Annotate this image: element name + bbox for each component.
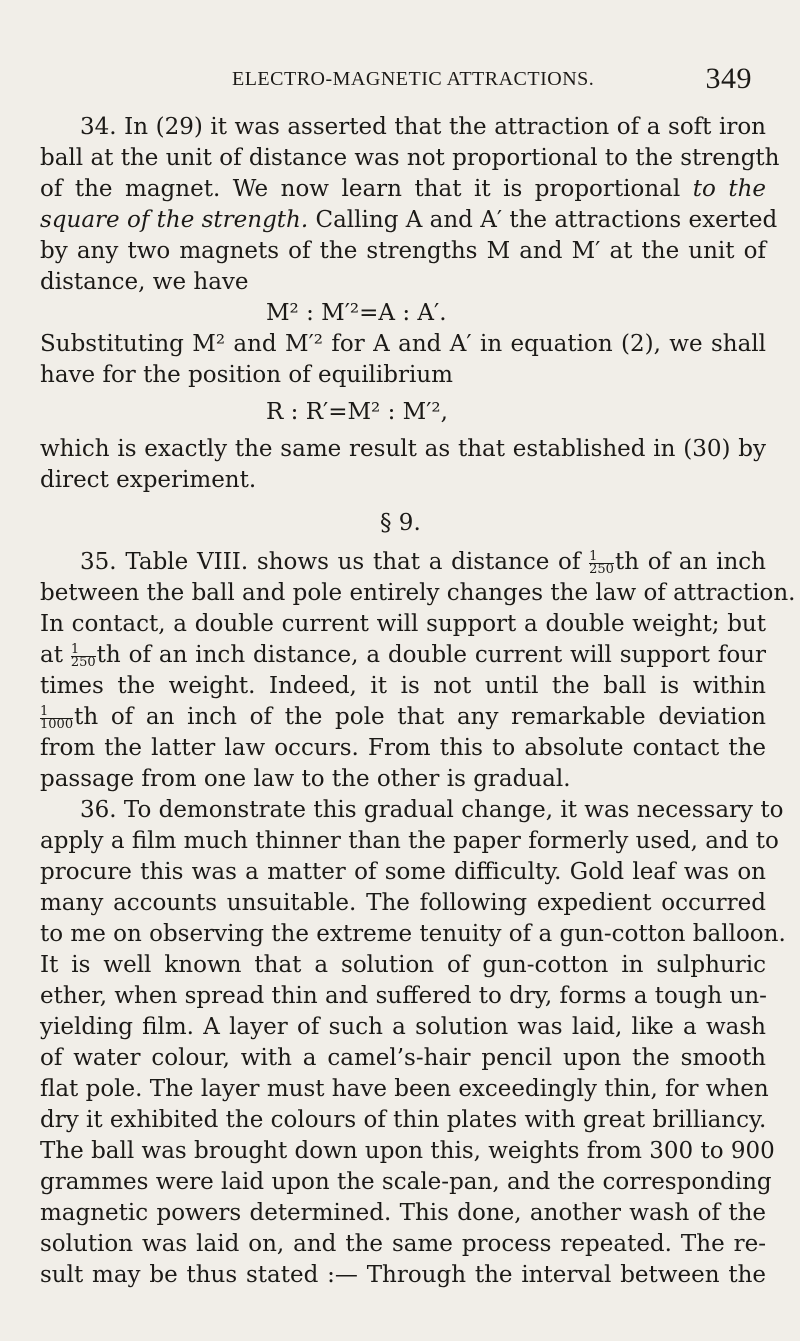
text-run: of the magnet. We now learn that it is proportional xyxy=(40,176,693,202)
fraction-numerator: 1 xyxy=(589,549,598,564)
text-line xyxy=(40,547,766,578)
text-line xyxy=(40,205,778,236)
text-run: th of an inch distance, a double current will support four xyxy=(96,642,766,668)
text-line: ball at the unit of distance was not proportional to the strength xyxy=(40,145,780,171)
text-line: grammes were laid upon the scale-pan, and the corresponding xyxy=(40,1169,772,1195)
text-line: dry it exhibited the colours of thin plates with great brilliancy. xyxy=(40,1107,767,1133)
paragraph-35 xyxy=(40,547,796,795)
text-line: passage from one law to the other is gradual. xyxy=(40,766,571,792)
text-line: distance, we have xyxy=(40,269,249,295)
running-title: ELECTRO-MAGNETIC ATTRACTIONS. xyxy=(232,68,595,90)
text-line xyxy=(40,702,766,733)
text-line: between the ball and pole entirely changes the law of attraction. xyxy=(40,580,796,606)
text-line: direct experiment. xyxy=(40,467,257,493)
text-line: yielding film. A layer of such a solution was laid, like a wash xyxy=(40,1014,766,1040)
text-line xyxy=(40,640,766,671)
italic-run: square of the strength. xyxy=(40,207,309,233)
text-line: magnetic powers determined. This done, another wash of the xyxy=(40,1200,766,1226)
fraction-denominator: 1000 xyxy=(40,717,74,732)
page-number: 349 xyxy=(705,62,752,95)
equation: M² : M′²=A : A′. xyxy=(266,300,447,326)
text-line: In contact, a double current will support a double weight; but xyxy=(40,611,766,637)
fraction-denominator: 250 xyxy=(70,655,96,670)
text-line: many accounts unsuitable. The following expedient occurred xyxy=(40,890,766,916)
fraction-numerator: 1 xyxy=(70,642,80,657)
equation: R : R′=M² : M′², xyxy=(266,399,448,425)
text-run: 35. Table VIII. shows us that a distance of xyxy=(80,549,590,575)
section-heading: § 9. xyxy=(380,510,421,536)
text-line xyxy=(40,174,766,205)
fraction xyxy=(71,644,96,669)
text-line: of water colour, with a camel’s-hair pencil upon the smooth xyxy=(40,1045,766,1071)
text-run: th of an inch of the pole that any remarkable deviation xyxy=(74,704,766,730)
text-line: procure this was a matter of some difficulty. Gold leaf was on xyxy=(40,859,766,885)
text-line: times the weight. Indeed, it is not until the ball is within xyxy=(40,673,766,699)
text-run: at xyxy=(40,642,71,668)
paragraph-34 xyxy=(40,112,780,496)
fraction xyxy=(589,551,614,576)
text-run: Calling A and A′ the attractions exerted xyxy=(308,207,778,233)
text-line: 36. To demonstrate this gradual change, it was necessary to xyxy=(80,797,784,823)
running-header xyxy=(232,62,752,96)
text-line: from the latter law occurs. From this to absolute contact the xyxy=(40,735,766,761)
text-line: by any two magnets of the strengths M and M′ at the unit of xyxy=(40,238,766,264)
text-line: It is well known that a solution of gun-cotton in sulphuric xyxy=(40,952,766,978)
text-line: sult may be thus stated :— Through the interval between the xyxy=(40,1262,766,1288)
text-line: solution was laid on, and the same process repeated. The re- xyxy=(40,1231,766,1257)
text-line: ether, when spread thin and suffered to dry, forms a tough un- xyxy=(40,983,767,1009)
fraction xyxy=(40,706,73,731)
text-line: Substituting M² and M′² for A and A′ in equation (2), we shall xyxy=(40,331,766,357)
page-body xyxy=(40,112,796,1291)
paragraph-36 xyxy=(40,795,786,1291)
text-line: flat pole. The layer must have been exceedingly thin, for when xyxy=(40,1076,769,1102)
text-line: apply a film much thinner than the paper formerly used, and to xyxy=(40,828,779,854)
text-line: The ball was brought down upon this, weights from 300 to 900 xyxy=(40,1138,775,1164)
text-run: th of an inch xyxy=(614,549,766,575)
text-line: 34. In (29) it was asserted that the attraction of a soft iron xyxy=(80,114,766,140)
text-line: have for the position of equilibrium xyxy=(40,362,453,388)
italic-run: to the xyxy=(692,176,766,202)
fraction-denominator: 250 xyxy=(589,562,614,577)
text-line: to me on observing the extreme tenuity of a gun-cotton balloon. xyxy=(40,921,786,947)
text-line: which is exactly the same result as that established in (30) by xyxy=(40,436,766,462)
fraction-numerator: 1 xyxy=(40,704,49,719)
